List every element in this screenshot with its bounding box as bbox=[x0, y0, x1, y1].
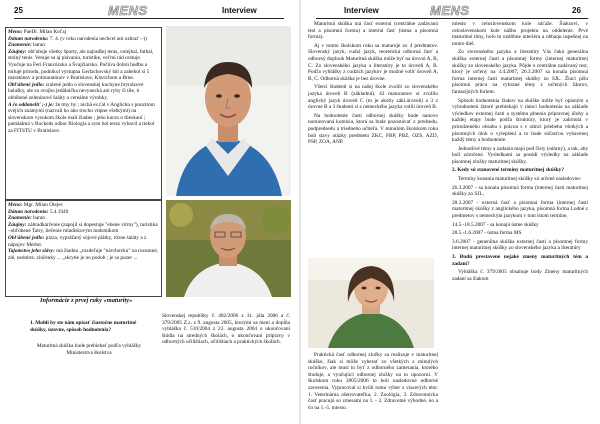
born-value: 7. 4. (v roku narodenia nechcel ani ozbrat' :-)) bbox=[49, 35, 147, 42]
label: A čo oddaneliť ;-) je: bbox=[8, 101, 55, 108]
question-3: 3. Budú prestavené nejaké zmeny maturitných tém a zadaní? bbox=[452, 254, 588, 267]
sign-value: baran bbox=[33, 215, 45, 222]
name-value: Mgr. Milan Olejec bbox=[23, 202, 64, 208]
paragraph: Zo slovenského jazyka a literatúry Vás čaká generálna skúška externej časti a písomnej formy (internej maturitnej skúšky zo slovenského jazyka. Pôjde o centrálne zadávaný test, ktorý je určený na 3.4.2007, 26.3.2007 sa konala písomná forma internej časti maturitnej skúšky zo SJL. Žiaci píšu písomnú prácu na vybrané témy z určených žánrov, fantazijných foriem. bbox=[452, 49, 588, 95]
schedule-item: 28.5.-1.6.2007 - ústna forma MS bbox=[452, 230, 522, 237]
mens-logo: MENS bbox=[430, 3, 470, 18]
paragraph: Praktická časť odbornej zložky sa realizuje v maturitnej skúške, žiak si môže vyberať zo všetkých z minulých ročníkov, ale musí to byť z odborného zamerania, ktorého študuje, a vyučujúci odbornej zložky na to upozorní. V školskom roku 2005/2006 to boli nasledovné odborné zaverenia. Vypracoval si kvôli tomu výber z viacerých tém: 1. Veterinárna ošetrovateľka, 2. Zoológia, 3. Zdravotnícka časť pracujú so zmesami na 1. - 3. Zdravotné výhodné, no a čo na 1.-5. miesto. bbox=[308, 352, 438, 411]
info-title: Informácie z prvej ruky «maturity» bbox=[40, 297, 133, 304]
fun-value: že tmy by ; nichá ev.ťal v Anglicku s ponzitom svejích známymi (nazvali ho ako trochu vtipne všetkými) na slovenskom vysokom škole mali žiadne ; jeho kurzo o tlieskaní ; pamätámá v Rockeds odbor Biologia a sym bol teraz vybavil a tiekol za FITSTU v Bratislave. bbox=[8, 101, 155, 134]
profile-text-olejec bbox=[8, 202, 158, 261]
photo-woman bbox=[308, 258, 434, 348]
label: Znamenie: bbox=[8, 42, 32, 49]
right-column-1-bottom bbox=[308, 352, 438, 413]
mens-logo: MENS bbox=[108, 3, 148, 18]
hobby-value: záhradkárčenie (zapojil si dopestuje "ebene vírmy"), turistika –obľúbené Tatry, liečenie mladískovým hudsmikom bbox=[8, 221, 158, 235]
label: Obl'úbené jedlo: bbox=[8, 81, 45, 88]
schedule-item: 3.6.2007 - generálna skúška externej časti a písomnej formy internej maturitnej skúšky zo slovenského jazyka a literatúry bbox=[452, 238, 588, 252]
profile-text-kolaj bbox=[8, 29, 158, 135]
hobby-value: obl'ubuje všetky športy, ale najradšej tenis, volejbal, futbal, stolný tenis. Venuje sa aj plávaniu, turistike, vel'mi rád cestuje. Vyučuje na Feri Francúzsko a Švajčiarsko. Počúva dobrú hudbu a milujé prírodu, podnikol výstupna Gerlachovský štít a zabehol si 5 maratónov a polmaratónov v Bratislave, Klorichom a Brne. bbox=[8, 48, 154, 82]
label: Znamenie: bbox=[8, 215, 32, 222]
secret-value: má žiadnu „rozdeľuje "návrhovku" na rozumné, zlé, nedobre, zlúčenky ... „skrytie je no podob ; je sa pozer ... bbox=[8, 248, 159, 261]
section-title: Interview bbox=[344, 6, 379, 15]
photo-man-2 bbox=[166, 200, 291, 297]
paragraph: miesto v celoslovenskom kole súťaže. Šiaksovi, v celoslovenskom kole nášho projektu na oddelenie. Prvé maturitné tímy, bolo to ozdôbne interiéru a obbaqu uspešnej na tomto diel. bbox=[452, 21, 588, 47]
portrait-image bbox=[166, 26, 291, 196]
header-rule bbox=[14, 18, 284, 19]
paragraph: Všetci študenti si na našej škole zvolili zo slovenského jazyka úroveň B (základnú). 43 maturantov si zvolilo anglický jazyk úroveň C (to je akoby zákl.úroveň) a 3 z úrovne B a 3 študenti si z nemeckého jazyka volili úroveň B. bbox=[308, 84, 438, 111]
label: Dátum narodenia: bbox=[8, 208, 49, 215]
question-1: 1. Mohli by ste nám opísať čiastočne maturitné skúšky, úzovne, spôsob hodnotenia? bbox=[30, 320, 137, 333]
left-header bbox=[0, 3, 300, 23]
label: Obl'úbené jedlo: bbox=[8, 234, 45, 241]
paragraph: Spôsob hodnotenia žiakov na skúške môže byť opisným a vyhodnotení (ktoré prebiehajú v rámci hodnotenia na základe výsledkov externej časti a systému plnenia prípravnej úlohy a každej etapy bude podľa štruktúry, ktorý je zahrnutá v prirodzeného obsahu s prácou s v rámci priebehu všetkých a písomných úloh o vylepšení a to bude súčasťou vybavenej každý témy a hodnotenie. bbox=[452, 97, 588, 144]
schedule-item: 14.5.-18.5.2007 - sa konajú ústne skúšky bbox=[452, 221, 539, 228]
portrait-image bbox=[166, 200, 291, 297]
born-value: 5.4.1940 bbox=[49, 208, 69, 215]
right-header bbox=[300, 3, 600, 23]
page-number: 26 bbox=[572, 6, 581, 15]
schedule-item: 26.3.2007 - sa konala písomná forma (internej časti maturitnej skúšky zo SJL, bbox=[452, 184, 588, 198]
answer-1: Maturitná skúška bude prebiehať podľa vyhlášky Ministerstva školstva bbox=[36, 343, 142, 356]
question-2: 2. Kedy sú stanovené termíny maturitnej skúšky? bbox=[452, 167, 564, 174]
paragraph: Jednotlivé témy a zadania majú pod čísly (súhrny), a tak, aby boli zúročené. Vysledkami sa posúdi výsledky na základe písomnej zložky maturitnej skúšky. bbox=[452, 145, 588, 165]
paragraph: Aj v tomto školskom roku sa maturuje zo 4 predmetov. Slovenský jazyk, cudzí jazyk, teoretická odborná časť a odborný doplnok Maturitná skúška môže byť na úrovni A, B, C. Zo slovenského jazyka a literatúry je to úroveň A, B. Podľa vyhlášky z cudzích jazykov je možné voliť úroveň A, B, C. Odborná skúška je bez úrovne. bbox=[308, 42, 438, 82]
photo-man-1 bbox=[166, 26, 291, 196]
right-page bbox=[300, 0, 600, 424]
paragraph: Vyhláška č. 379/2005 obsahuje body Zmeny maturitných zadaní sa žiakom bbox=[452, 269, 588, 282]
profile-box-olejec bbox=[5, 200, 162, 297]
sign-value: baran bbox=[33, 42, 45, 49]
name-value: PaeDr. Milan Kol'aj bbox=[23, 29, 67, 35]
paragraph: Maturitná skúška má časť externú (centrálne zadávanú test a písomnú formu) a internú časť (ústna a písomná forma). bbox=[308, 21, 438, 41]
left-column-2 bbox=[162, 313, 290, 348]
portrait-image bbox=[308, 258, 434, 348]
label: Meno: bbox=[8, 29, 23, 35]
header-rule bbox=[316, 18, 588, 19]
section-title: Interview bbox=[222, 6, 257, 15]
profile-box-kolaj bbox=[5, 27, 162, 200]
schedule-item: 28.3.2007 - externá časť a písomná forma (internej časti maturitnej skúšky z anglického jazyka, písomná forma Lodné z predmetov s nemeckým jazykom v tom istom termíne, bbox=[452, 199, 588, 220]
favorite-value: zralené jedlo o slovenskej kuchyne bryndzové halušky, ale zo svojho jedálnička nevynechá ani ryby či tile, ti oblúbené zeleninové šaláty a cereálne výrobky. bbox=[8, 81, 144, 101]
label: Meno: bbox=[8, 202, 23, 208]
label: Tajomstvo jeho slávy: bbox=[8, 248, 55, 255]
paragraph: Na hodnotenie časti odbornej skúšky bude nanovo nominovaná komisia, ktorá sa bude pozostávať z predsedu, podpredsedu a triedneho učiteľa. V minulom školskom roku boli stavy otázky predmetu ZKC, FBP, PBZ, OZS, AZD, PSP, ZOA, ANP. bbox=[308, 112, 438, 146]
page-number: 25 bbox=[14, 6, 23, 15]
right-column-2 bbox=[452, 21, 588, 284]
label: Záujmy: bbox=[8, 48, 27, 55]
label: Dátum narodenia: bbox=[8, 35, 49, 42]
right-column-1 bbox=[308, 21, 438, 148]
paragraph: Termíny konania maturitnej skúšky sú určené nasledovne: bbox=[458, 176, 582, 183]
label: Záujmy: bbox=[8, 221, 27, 228]
paragraph: Slovenskej republiky č. 482/2006 z 31. júla 2006 a č. 379/2005 Z.z. z 9. augusta 2005, ktorými sa mení a dopĺňa vyhláška č. 510/2004 z 23. augusta 2004 o ukončovaní štúdia na stredných školách, o ukončovaní prípravy v odborných učilištiach, učilištiach a praktických školách. bbox=[162, 313, 290, 346]
favorite-value: pizza, vyprážaný sójové plátky, rôzne šaláty a z nápojov Merlot. bbox=[8, 234, 147, 248]
